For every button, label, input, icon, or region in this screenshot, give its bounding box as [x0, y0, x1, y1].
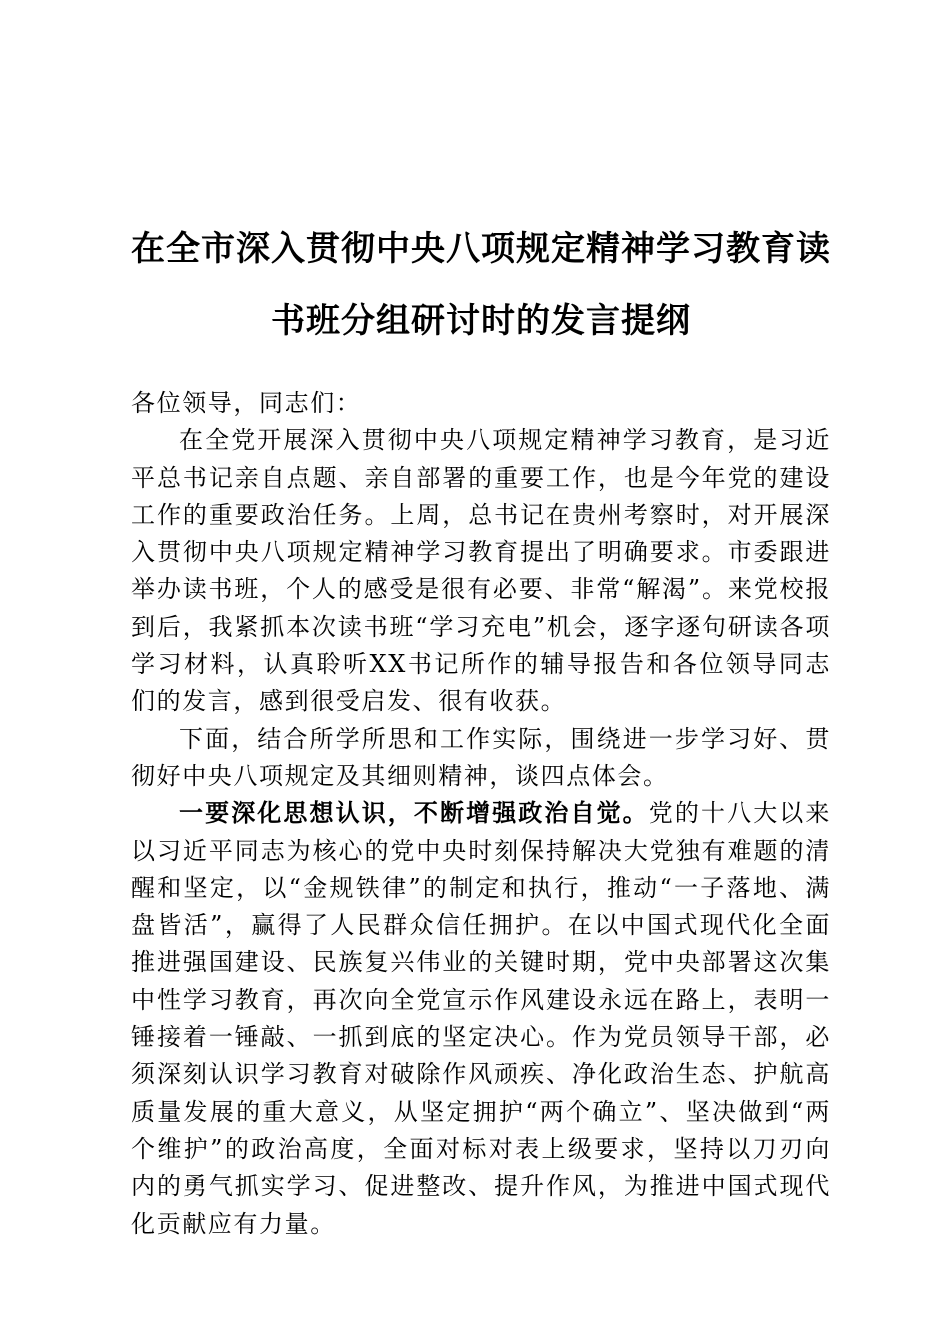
document-page — [131, 0, 831, 1243]
salutation: 各位领导，同志们： — [131, 389, 362, 417]
document-body — [131, 385, 831, 1243]
paragraph-intro — [131, 422, 831, 720]
paragraph-text: 在全党开展深入贯彻中央八项规定精神学习教育，是习近平总书记亲自点题、亲自部署的重要工作，也是今年党的建设工作的重要政治任务。上周，总书记在贵州考察时，对开展深入贯彻中央八项规定精神学习教育提出了明确要求。市委跟进举办读书班，个人的感受是很有必要、非常“解渴”。来党校报到后，我紧抓本次读书班“学习充电”机会，逐字逐句研读各项学习材料，认真聆听XX书记所作的辅导报告和各位领导同志们的发言，感到很受启发、很有收获。 — [131, 426, 831, 716]
title-line-1: 在全市深入贯彻中央八项规定精神学习教育读 — [131, 229, 831, 269]
paragraph-lead-heading: 一要深化思想认识，不断增强政治自觉。 — [179, 799, 649, 828]
paragraph-overview — [131, 721, 831, 796]
paragraph-text: 下面，结合所学所思和工作实际，围绕进一步学习好、贯彻好中央八项规定及其细则精神，谈四点体会。 — [131, 724, 831, 790]
paragraph-text: 党的十八大以来以习近平同志为核心的党中央时刻保持解决大党独有难题的清醒和坚定，以“金规铁律”的制定和执行，推动“一子落地、满盘皆活”，赢得了人民群众信任拥护。在以中国式现代化全面推进强国建设、民族复兴伟业的关键时期，党中央部署这次集中性学习教育，再次向全党宣示作风建设永远在路上，表明一锤接着一锤敲、一抓到底的坚定决心。作为党员领导干部，必须深刻认识学习教育对破除作风顽疾、净化政治生态、护航高质量发展的重大意义，从坚定拥护“两个确立”、坚决做到“两个维护”的政治高度，全面对标对表上级要求，坚持以刀刃向内的勇气抓实学习、促进整改、提升作风，为推进中国式现代化贡献应有力量。 — [131, 799, 831, 1238]
paragraph-point-1 — [131, 795, 831, 1243]
title-line-2: 书班分组研讨时的发言提纲 — [271, 301, 691, 341]
document-title — [131, 0, 831, 357]
